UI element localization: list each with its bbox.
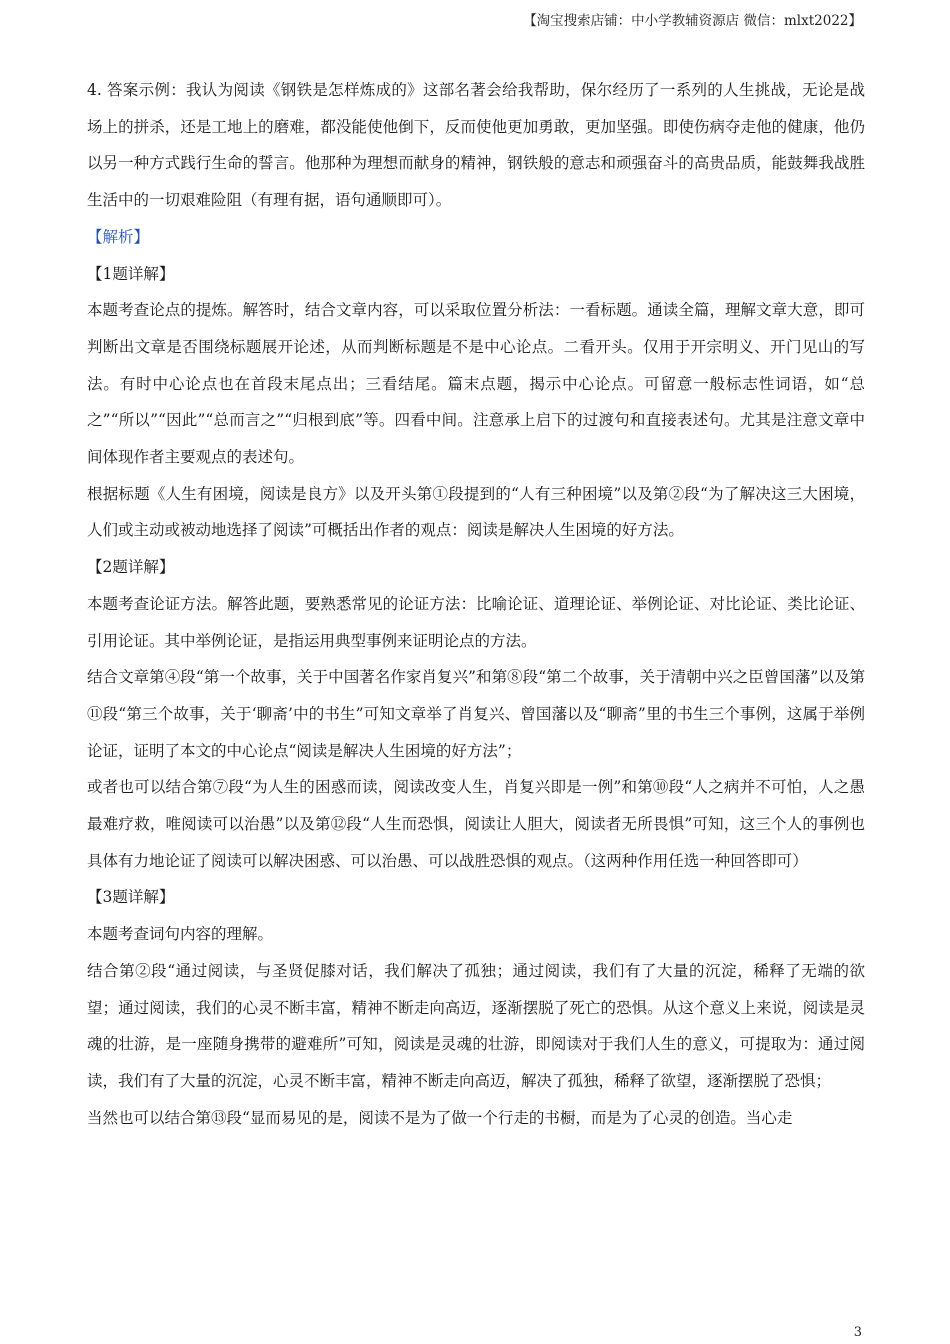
document-body [87,72,865,1136]
question-2-paragraph-1: 本题考查论证方法。解答此题，要熟悉常见的论证方法：比喻论证、道理论证、举例论证、对比论证、类比论证、引用论证。其中举例论证，是指运用典型事例来证明论点的方法。 [87,594,865,650]
question-3-paragraph-3: 当然也可以结合第⑬段“显而易见的是，阅读不是为了做一个行走的书橱，而是为了心灵的创造。当心走 [87,1108,793,1127]
question-2-paragraph-2: 结合文章第④段“第一个故事，关于中国著名作家肖复兴”和第⑧段“第二个故事，关于清朝中兴之臣曾国藩”以及第⑪段“第三个故事，关于‘聊斋’中的书生”可知文章举了肖复兴、曾国藩以及“聊斋”里的书生三个事例，这属于举例论证，证明了本文的中心论点“阅读是解决人生困境的好方法”； [87,668,865,760]
question-3-paragraph-2: 结合第②段“通过阅读，与圣贤促膝对话，我们解决了孤独；通过阅读，我们有了大量的沉淀，稀释了无端的欲望；通过阅读，我们的心灵不断丰富，精神不断走向高迈，逐渐摆脱了死亡的恐惧。从这个意义上来说，阅读是灵魂的壮游，是一座随身携带的避难所”可知，阅读是灵魂的壮游，即阅读对于我们人生的意义，可提取为：通过阅读，我们有了大量的沉淀，心灵不断丰富，精神不断走向高迈，解决了孤独，稀释了欲望，逐渐摆脱了恐惧； [87,961,865,1090]
question-2-heading: 【2题详解】 [87,558,175,577]
question-1-heading: 【1题详解】 [87,264,175,283]
analysis-tag: 【解析】 [87,227,150,246]
question-2-paragraph-3: 或者也可以结合第⑦段“为人生的困惑而读，阅读改变人生，肖复兴即是一例”和第⑩段“人之病并不可怕，人之愚最难疗救，唯阅读可以治愚”以及第⑫段“人生而恐惧，阅读让人胆大，阅读者无所畏惧”可知，这三个人的事例也具体有力地论证了阅读可以解决困惑、可以治愚、可以战胜恐惧的观点。（这两种作用任选一种回答即可） [87,778,865,870]
header-note: 【淘宝搜索店铺：中小学教辅资源店 微信：mlxt2022】 [523,13,862,29]
question-3-heading: 【3题详解】 [87,888,175,907]
question-1-paragraph-2: 根据标题《人生有困境，阅读是良方》以及开头第①段提到的“人有三种困境”以及第②段“为了解决这三大困境，人们或主动或被动地选择了阅读”可概括出作者的观点：阅读是解决人生困境的好方法。 [87,484,865,540]
answer-4-paragraph: 4. 答案示例：我认为阅读《钢铁是怎样炼成的》这部名著会给我帮助，保尔经历了一系列的人生挑战，无论是战场上的拼杀，还是工地上的磨难，都没能使他倒下，反而使他更加勇敢，更加坚强。即使伤病夺走他的健康，他仍以另一种方式践行生命的誓言。他那种为理想而献身的精神，钢铁般的意志和顽强奋斗的高贵品质，能鼓舞我战胜生活中的一切艰难险阻（有理有据，语句通顺即可）。 [87,81,865,210]
question-1-paragraph-1: 本题考查论点的提炼。解答时，结合文章内容，可以采取位置分析法：一看标题。通读全篇，理解文章大意，即可判断出文章是否围绕标题展开论述，从而判断标题是不是中心论点。二看开头。仅用于开宗明义、开门见山的写法。有时中心论点也在首段末尾点出；三看结尾。篇末点题，揭示中心论点。可留意一般标志性词语，如“总之”“所以”“因此”“总而言之”“归根到底”等。四看中间。注意承上启下的过渡句和直接表述句。尤其是注意文章中间体现作者主要观点的表述句。 [87,301,865,467]
page-number: 3 [853,1325,862,1340]
question-3-paragraph-1: 本题考查词句内容的理解。 [87,925,274,944]
